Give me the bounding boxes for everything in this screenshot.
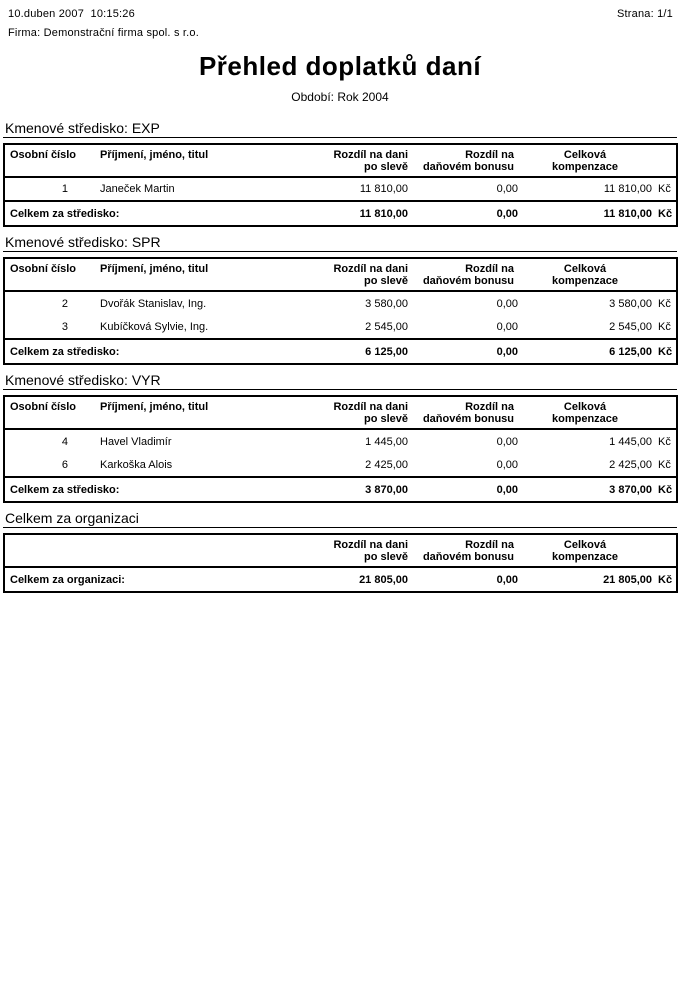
cell-personal-number: 1 [61,183,68,195]
total-currency: Kč [652,339,677,364]
total-bonus-diff: 0,00 [408,339,518,364]
col-header-personal-number: Osobní číslo [4,258,90,291]
col-header-name: Příjmení, jméno, titul [90,258,238,291]
section-spr [3,235,677,365]
table-row [4,453,677,477]
section-title: Celkem za organizaci [3,511,677,528]
col-header-personal-number: Osobní číslo [4,396,90,429]
table-row [4,429,677,453]
col-header-compensation: Celková kompenzace [518,534,652,567]
total-compensation: 3 870,00 [518,477,652,502]
cell-personal-number: 3 [61,320,68,333]
table-row [4,177,677,201]
total-compensation: 6 125,00 [518,339,652,364]
col-header-tax-diff: Rozdíl na dani po slevě [238,144,408,177]
total-bonus-diff: 0,00 [408,477,518,502]
total-label: Celkem za středisko: [4,339,238,364]
col-header-empty [90,534,238,567]
department-table [3,257,678,365]
cell-name: Dvořák Stanislav, Ing. [100,297,207,310]
total-bonus-diff: 0,00 [408,567,518,592]
cell-tax-diff: 11 810,00 [359,183,408,195]
col-header-bonus-diff: Rozdíl na daňovém bonusu [408,258,518,291]
cell-currency: Kč [658,297,671,310]
table-header-row [4,396,677,429]
total-label: Celkem za organizaci: [4,567,238,592]
cell-bonus-diff: 0,00 [496,297,518,310]
col-header-name: Příjmení, jméno, titul [90,396,238,429]
cell-bonus-diff: 0,00 [496,435,518,448]
col-header-tax-diff: Rozdíl na dani po slevě [238,396,408,429]
total-currency: Kč [652,477,677,502]
cell-name: Havel Vladimír [100,435,172,448]
col-header-bonus-diff: Rozdíl na daňovém bonusu [408,534,518,567]
total-label: Celkem za středisko: [4,477,238,502]
cell-bonus-diff: 0,00 [496,320,518,333]
total-tax-diff: 3 870,00 [238,477,408,502]
col-header-currency [652,258,677,291]
section-vyr [3,373,677,503]
table-header-row [4,534,677,567]
total-compensation: 11 810,00 [518,201,652,226]
total-compensation: 21 805,00 [518,567,652,592]
table-row [4,291,677,315]
total-tax-diff: 6 125,00 [238,339,408,364]
cell-compensation: 1 445,00 [609,435,652,448]
department-total-row [4,201,677,226]
cell-personal-number: 6 [61,458,68,471]
report-datetime: 10.duben 2007 10:15:26 [8,8,135,20]
report-page [0,8,680,998]
cell-currency: Kč [658,435,671,448]
col-header-bonus-diff: Rozdíl na daňovém bonusu [408,144,518,177]
meta-row [0,8,680,20]
cell-name: Kubíčková Sylvie, Ing. [100,320,209,333]
section-exp [3,121,677,227]
col-header-empty [4,534,90,567]
section-title: Kmenové středisko: VYR [3,373,677,390]
col-header-currency [652,396,677,429]
total-bonus-diff: 0,00 [408,201,518,226]
table-row [4,315,677,339]
cell-compensation: 3 580,00 [609,297,652,310]
department-total-row [4,477,677,502]
cell-bonus-diff: 0,00 [496,183,518,195]
department-table [3,143,678,227]
col-header-name: Příjmení, jméno, titul [90,144,238,177]
cell-currency: Kč [658,320,671,333]
organization-total-row [4,567,677,592]
cell-compensation: 11 810,00 [603,183,652,195]
report-title: Přehled doplatků daní [198,51,482,81]
col-header-bonus-diff: Rozdíl na daňovém bonusu [408,396,518,429]
cell-bonus-diff: 0,00 [496,458,518,471]
col-header-compensation: Celková kompenzace [518,144,652,177]
total-currency: Kč [652,201,677,226]
cell-tax-diff: 1 445,00 [365,435,408,448]
company-line: Firma: Demonstrační firma spol. s r.o. [8,27,199,39]
total-label: Celkem za středisko: [4,201,238,226]
col-header-personal-number: Osobní číslo [4,144,90,177]
section-organization-total [3,511,677,593]
total-currency: Kč [652,567,677,592]
cell-compensation: 2 425,00 [609,458,652,471]
col-header-tax-diff: Rozdíl na dani po slevě [238,258,408,291]
col-header-currency [652,534,677,567]
col-header-tax-diff: Rozdíl na dani po slevě [238,534,408,567]
table-header-row [4,144,677,177]
cell-personal-number: 2 [61,297,68,310]
department-table [3,395,678,503]
section-title: Kmenové středisko: SPR [3,235,677,252]
cell-currency: Kč [658,458,671,471]
cell-name: Janeček Martin [100,183,175,195]
table-header-row [4,258,677,291]
cell-tax-diff: 2 425,00 [365,458,408,471]
cell-tax-diff: 3 580,00 [365,297,408,310]
col-header-compensation: Celková kompenzace [518,258,652,291]
section-title: Kmenové středisko: EXP [3,121,677,138]
page-number: Strana: 1/1 [616,8,673,20]
cell-currency: Kč [658,183,671,195]
col-header-compensation: Celková kompenzace [518,396,652,429]
report-period: Období: Rok 2004 [291,90,389,104]
cell-compensation: 2 545,00 [609,320,652,333]
cell-personal-number: 4 [61,435,68,448]
total-tax-diff: 21 805,00 [238,567,408,592]
organization-total-table [3,533,678,593]
department-total-row [4,339,677,364]
total-tax-diff: 11 810,00 [238,201,408,226]
cell-name: Karkoška Alois [100,458,173,471]
col-header-currency [652,144,677,177]
cell-tax-diff: 2 545,00 [365,320,408,333]
